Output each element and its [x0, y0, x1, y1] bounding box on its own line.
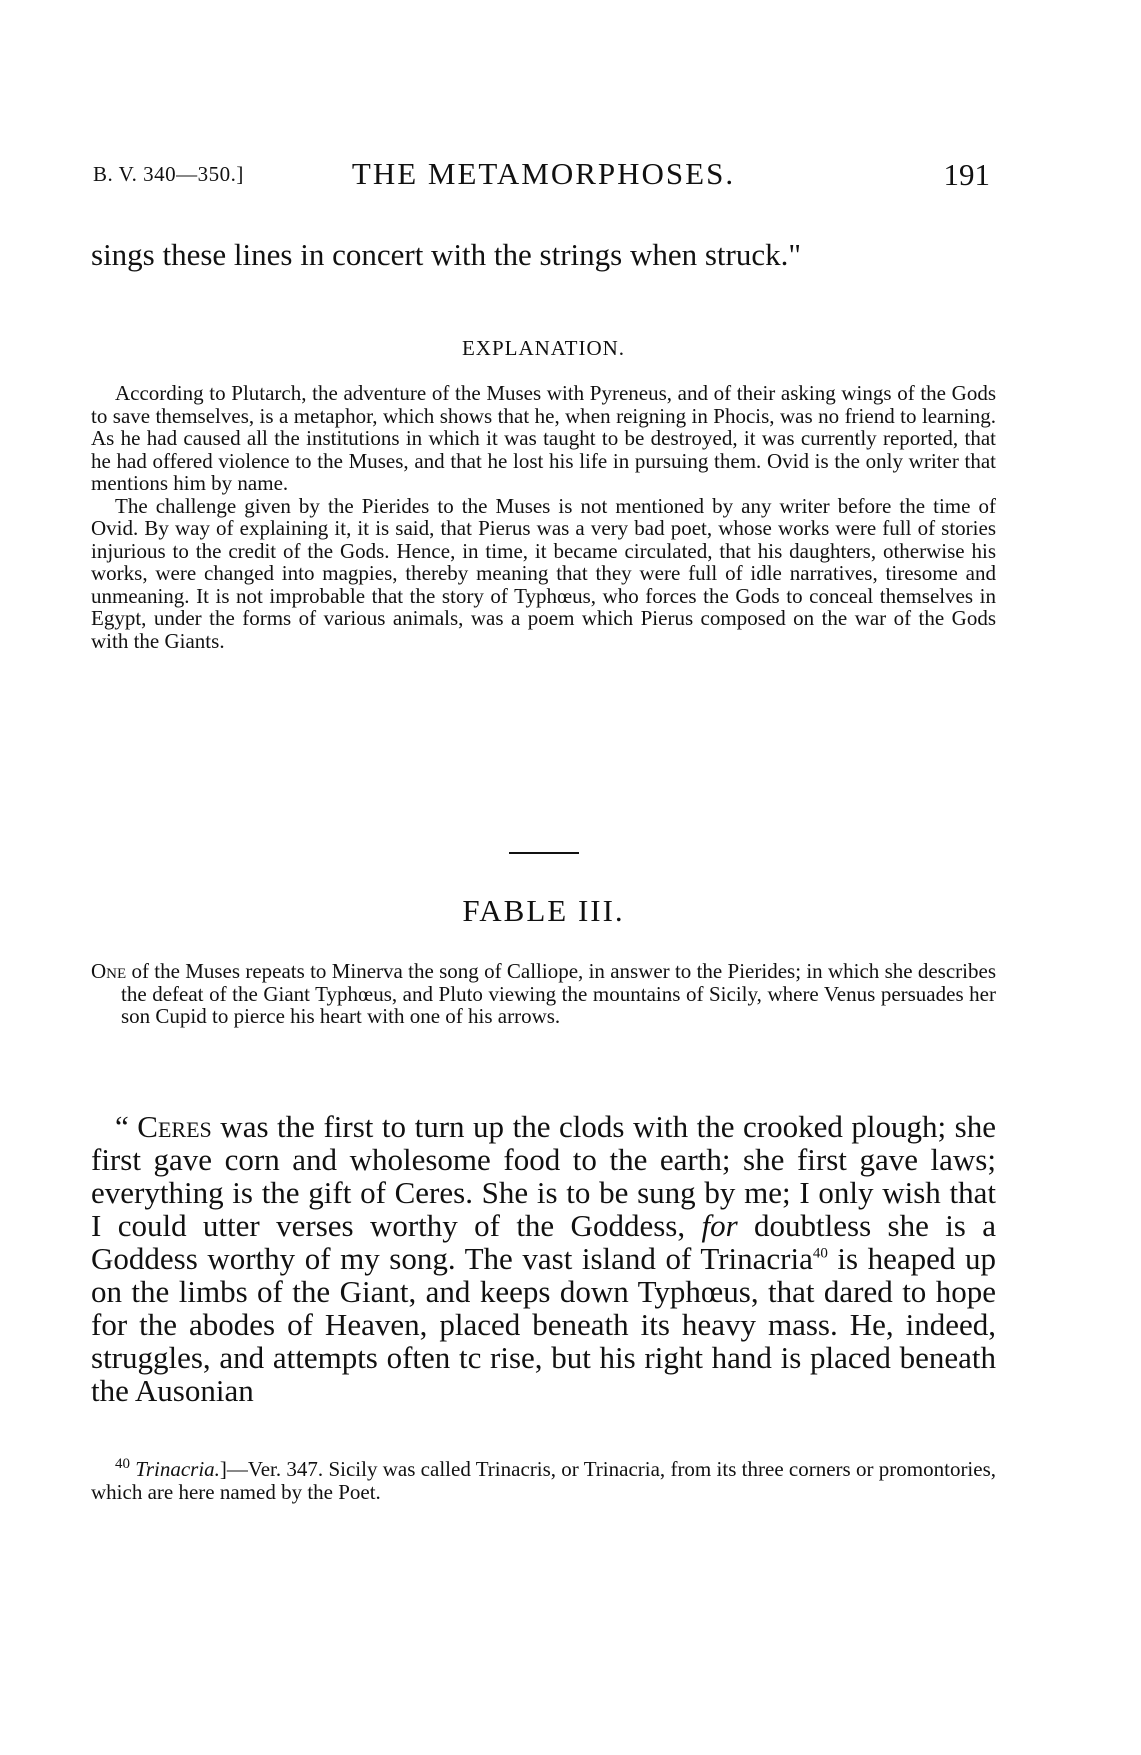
main-part-3: is heaped up on the limbs of the Giant, and keeps down Typhœus, that dared to hope for the abodes of Heaven, placed beneath its heavy mass. He, indeed, struggles, and attempts often tc rise, but his right hand is placed beneath the Ausonian [91, 1241, 996, 1408]
footnote-text [91, 1458, 996, 1503]
main-text [91, 1110, 996, 1407]
header-title: THE METAMORPHOSES. [351, 156, 736, 191]
main-paragraph [91, 1110, 996, 1407]
explanation-paragraph-2: The challenge given by the Pierides to the Muses is not mentioned by any writer before the time of Ovid. By way of explaining it, it is said, that Pierus was a very bad poet, whose works were full of stories injurious to the credit of the Gods. Hence, in time, it became circulated, that his daughters, otherwise his works, were changed into magpies, thereby meaning that they were full of idle narratives, tiresome and unmeaning. It is not improbable that the story of Typhœus, who forces the Gods to conceal themselves in Egypt, under the forms of various animals, was a poem which Pierus composed on the war of the Gods with the Giants. [91, 493, 996, 653]
header-verse-reference: B. V. 340—350.] [93, 162, 244, 186]
footnote-number: 40 [115, 1456, 130, 1472]
explanation-body [91, 382, 996, 652]
open-quote: “ [115, 1109, 138, 1144]
running-header [91, 148, 996, 198]
main-italic-for: for [701, 1208, 738, 1243]
explanation-heading: EXPLANATION. [461, 336, 626, 360]
main-part-2: doubtless she is a Goddess worthy of my song. The vast island of Trinacria [91, 1208, 996, 1276]
page-number: 191 [943, 157, 990, 192]
argument-rest: of the Muses repeats to Minerva the song of Calliope, in answer to the Pierides; in which she describes the defeat of the Giant Typhœus, and Pluto viewing the mountains of Sicily, where Venus persuades her son Cupid to pierce his heart with one of his arrows. [121, 959, 996, 1028]
opening-text: sings these lines in concert with the strings when struck." [91, 237, 802, 272]
fable-heading: FABLE III. [462, 893, 625, 928]
book-page [91, 0, 996, 1755]
footnote-reference: 40 [812, 1245, 828, 1262]
footnote-body: ]—Ver. 347. Sicily was called Trinacris, or Trinacria, from its three corners or promontories, which are here named by the Poet. [91, 1457, 997, 1504]
section-divider [509, 852, 579, 854]
explanation-paragraph-1: According to Plutarch, the adventure of the Muses with Pyreneus, and of their asking wings of the Gods to save themselves, is a metaphor, which shows that he, when reigning in Phocis, was no friend to learning. As he had caused all the institutions in which it was taught to be destroyed, it was currently reported, that he had offered violence to the Muses, and that he lost his life in pursuing them. Ovid is the only writer that mentions him by name. [91, 381, 996, 495]
opening-continuation [91, 238, 996, 271]
footnote-term: Trinacria. [135, 1457, 220, 1481]
argument-text [91, 960, 996, 1028]
footnote [91, 1458, 996, 1503]
argument-lead-word: One [91, 959, 127, 983]
main-lead-word: Ceres [137, 1109, 212, 1144]
main-part-1: was the first to turn up the clods with the crooked plough; she first gave corn and wholesome food to the earth; she first gave laws; everything is the gift of Ceres. She is to be sung by me; I only wish that I could utter verses worthy of the Goddess, [91, 1109, 996, 1243]
fable-argument [91, 960, 996, 1028]
